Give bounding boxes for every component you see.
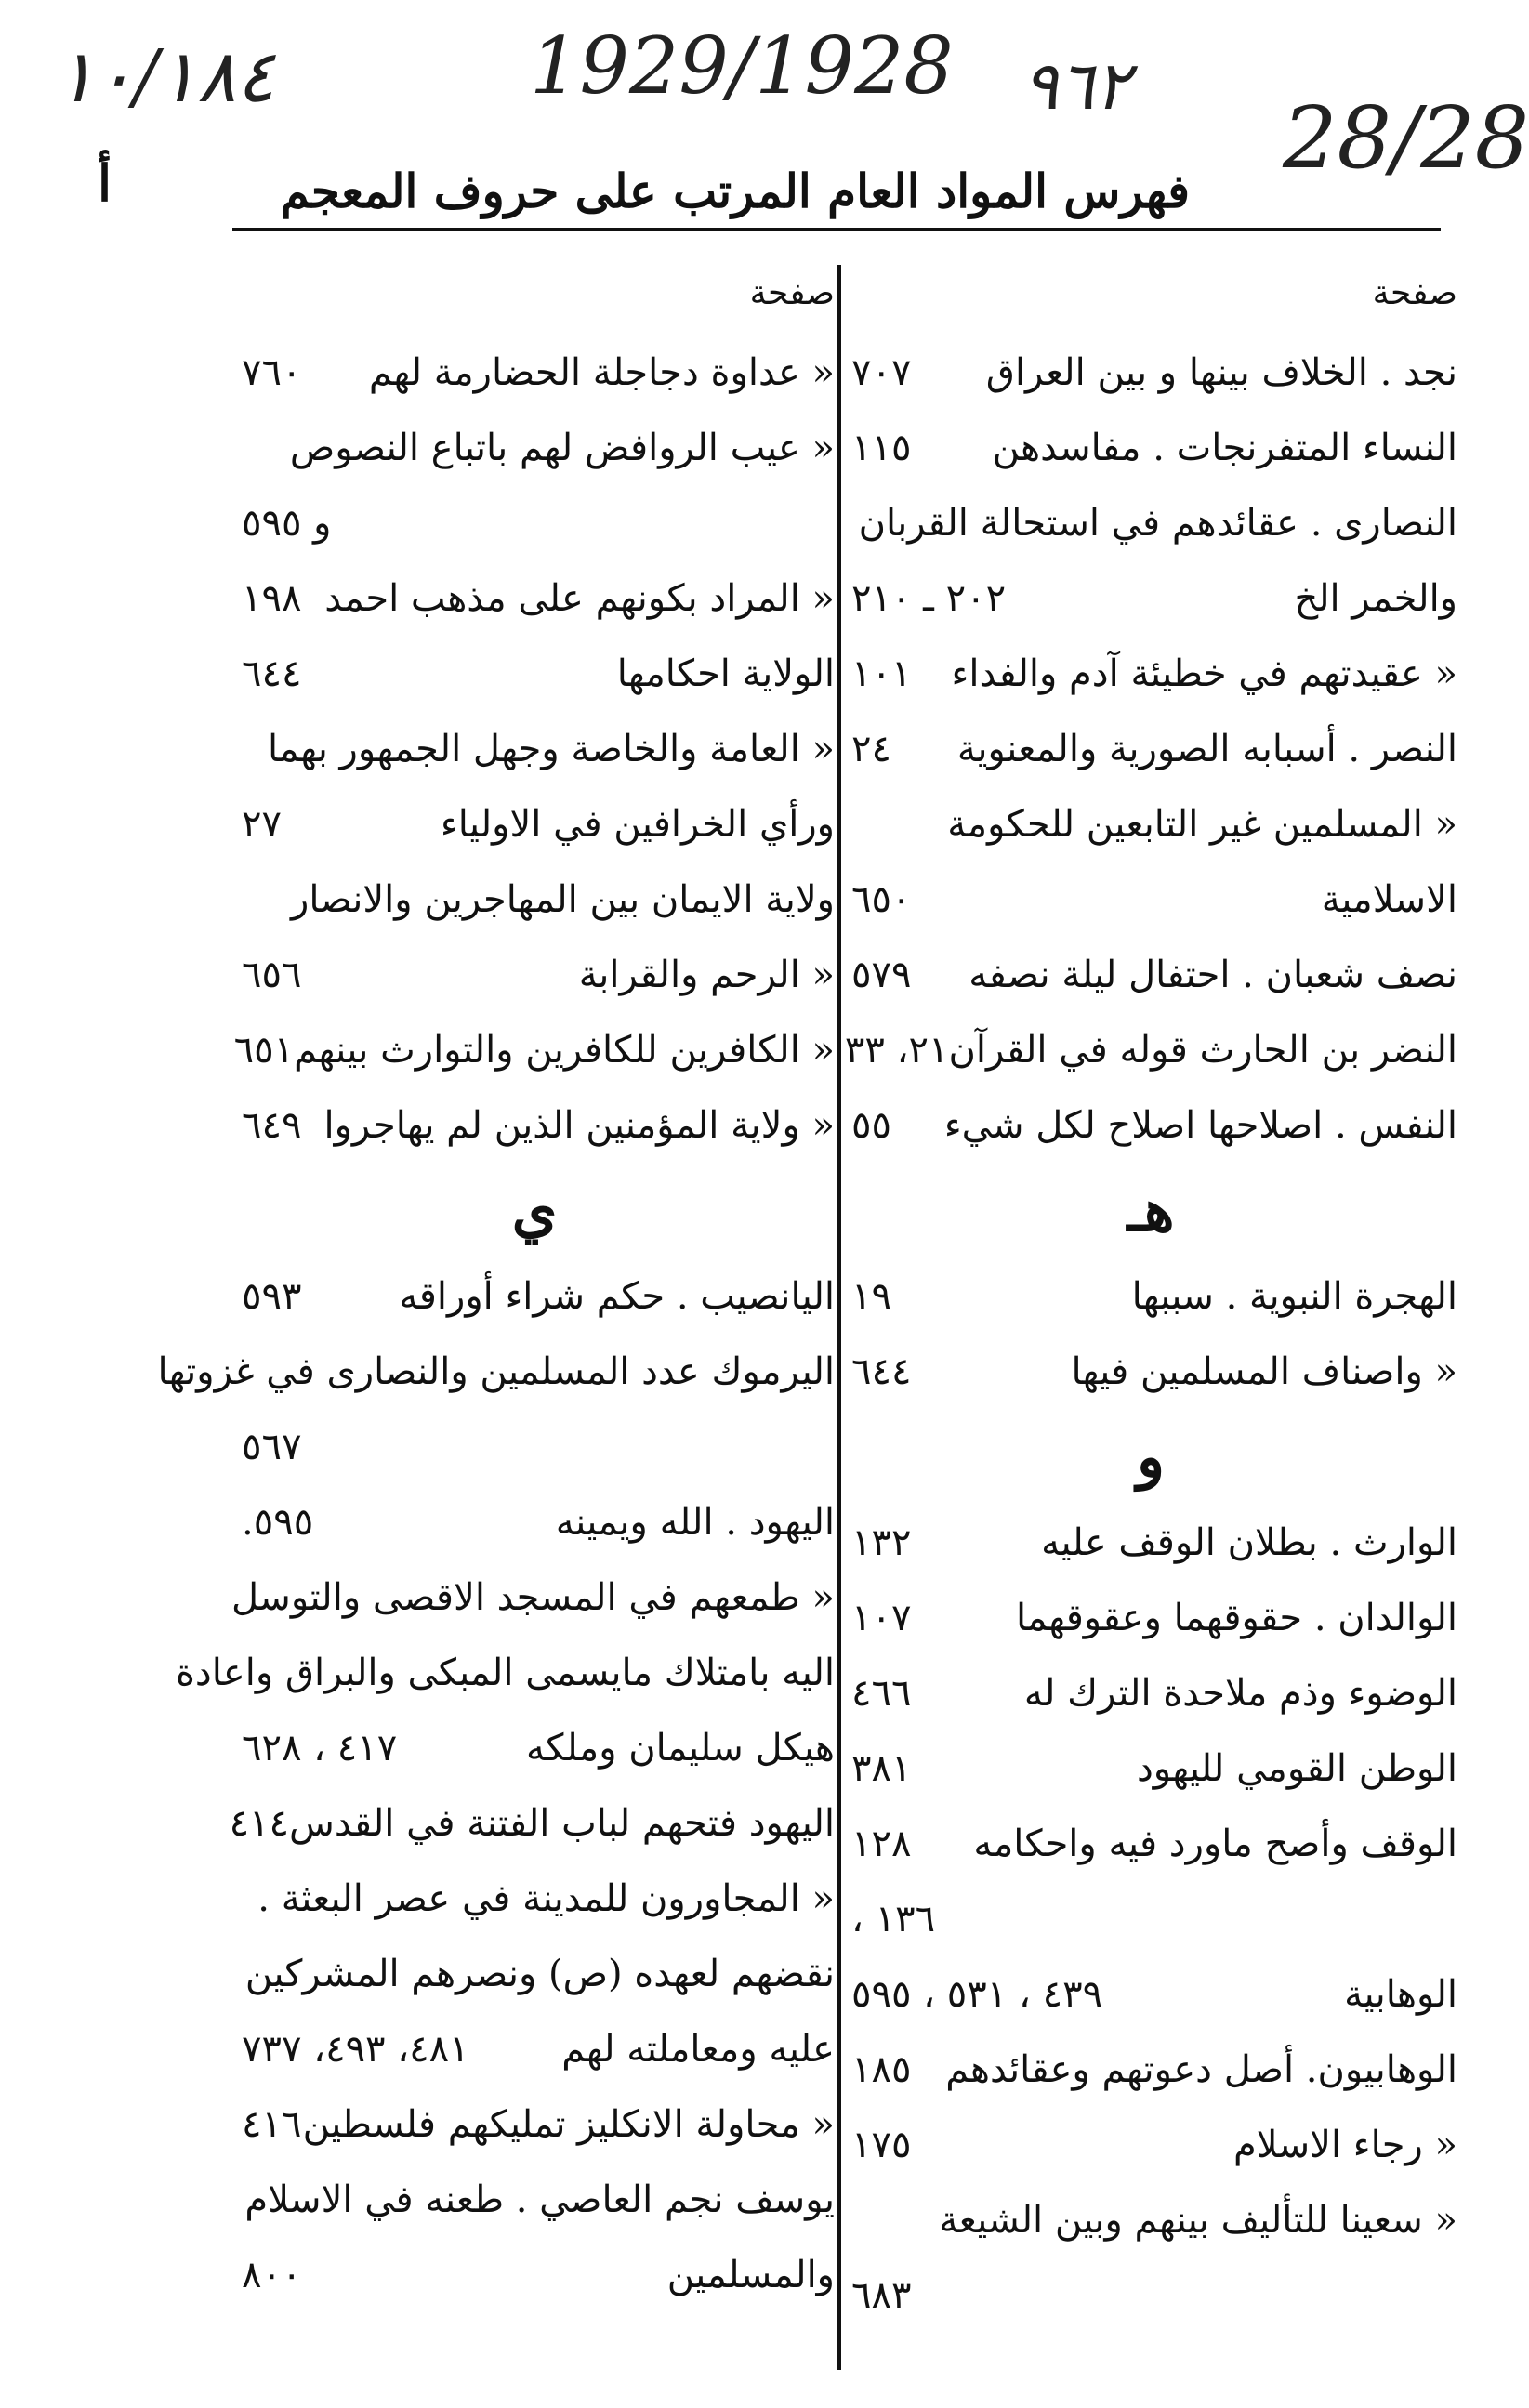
index-entry — [234, 711, 835, 786]
section-letter: هـ — [1127, 1177, 1175, 1244]
index-entry — [234, 937, 835, 1012]
entry-page: ٤٨١، ٤٩٣، ٧٣٧ — [242, 2027, 469, 2071]
entry-page: ٢١، ٣٣ — [844, 1028, 949, 1072]
entry-text: اليهود فتحهم لباب الفتنة في القدس — [289, 1801, 835, 1845]
index-entry — [844, 1087, 1457, 1163]
entry-page: ٨٠٠ — [242, 2253, 302, 2296]
index-entry — [234, 2162, 835, 2237]
handwritten-page-number: 28/28 — [1283, 88, 1529, 188]
entry-page: ٥٩٥. — [242, 1500, 314, 1544]
entry-text: « طمعهم في المسجد الاقصى والتوسل — [231, 1575, 835, 1619]
index-list — [844, 335, 1457, 2333]
section-letter: و — [1137, 1423, 1165, 1491]
header-letter: أ — [98, 153, 112, 213]
index-entry — [844, 1655, 1457, 1730]
header-divider — [232, 228, 1441, 231]
index-entry — [844, 485, 1457, 560]
entry-text: « الكافرين للكافرين والتوارث بينهم — [294, 1028, 835, 1072]
entry-text: والمسلمين — [666, 2253, 835, 2296]
index-entry — [234, 1861, 835, 1936]
entry-text: عليه ومعاملته لهم — [561, 2027, 835, 2071]
entry-text: « واصناف المسلمين فيها — [1071, 1349, 1457, 1393]
index-entry — [844, 1012, 1457, 1087]
entry-text: اليرموك عدد المسلمين والنصارى في غزوتها — [157, 1349, 835, 1393]
column-heading: صفحة — [749, 273, 835, 312]
index-column-left — [157, 251, 835, 2312]
index-entry — [229, 1785, 835, 1861]
index-entry — [844, 786, 1457, 862]
entry-page: ٤١٦ — [242, 2102, 302, 2146]
index-entry — [844, 2107, 1457, 2182]
entry-text: الوارث . بطلان الوقف عليه — [1041, 1520, 1457, 1564]
index-entry — [234, 1409, 835, 1484]
entry-page: ٤١٧ ، ٦٢٨ — [242, 1726, 398, 1770]
index-entry — [234, 485, 835, 560]
entry-page: ٦٥٦ — [242, 953, 302, 996]
index-entry — [844, 1730, 1457, 1806]
entry-text: الوطن القومي لليهود — [1136, 1746, 1457, 1790]
index-entry — [234, 2237, 835, 2312]
entry-page: ١٧٥ — [851, 2123, 912, 2166]
entry-text: النصر . أسبابه الصورية والمعنوية — [956, 727, 1457, 770]
entry-page: ٢٠٢ ـ ٢١٠ — [851, 576, 1007, 620]
entry-page: ٦٤٤ — [242, 651, 302, 695]
entry-page: ٧٦٠ — [242, 350, 302, 394]
index-entry — [844, 1806, 1457, 1881]
entry-page: ٤١٤ — [229, 1801, 290, 1845]
entry-text: « عقيدتهم في خطيئة آدم والفداء — [951, 651, 1457, 695]
page-title: فهرس المواد العام المرتب على حروف المعجم — [280, 163, 1190, 218]
entry-text: النفس . اصلاحها اصلاح لكل شيء — [943, 1103, 1457, 1147]
entry-page: ١٩٨ — [242, 576, 302, 620]
entry-page: ٦٨٣ — [851, 2273, 912, 2317]
section-letter: ي — [511, 1177, 558, 1244]
entry-page: ١٣٦ ، — [851, 1897, 936, 1941]
index-entry — [234, 1484, 835, 1559]
entry-text: « المراد بكونهم على مذهب احمد — [324, 576, 835, 620]
entry-text: الوقف وأصح ماورد فيه واحكامه — [973, 1822, 1457, 1865]
entry-page: ٥٧٩ — [851, 953, 912, 996]
entry-text: الهجرة النبوية . سببها — [1131, 1274, 1457, 1318]
index-entry — [844, 1580, 1457, 1655]
entry-text: النساء المتفرنجات . مفاسدهن — [992, 426, 1457, 469]
entry-page: ٥٥ — [851, 1103, 891, 1147]
index-entry — [234, 1936, 835, 2011]
entry-page: ٥٩٣ — [242, 1274, 302, 1318]
index-entry — [234, 2086, 835, 2162]
index-entry — [844, 937, 1457, 1012]
index-list — [157, 335, 835, 2312]
index-entry — [234, 1012, 835, 1087]
index-entry — [844, 862, 1457, 937]
entry-text: اليه بامتلاك مايسمى المبكى والبراق واعادة — [175, 1651, 835, 1694]
handwritten-note-middle: ٩٦٢ — [1022, 46, 1131, 125]
entry-page: ٢٧ — [242, 802, 282, 846]
entry-page: ٤٦٦ — [851, 1671, 912, 1715]
entry-text: الاسلامية — [1321, 877, 1457, 921]
index-entry — [844, 410, 1457, 485]
entry-text: ورأي الخرافين في الاولياء — [440, 802, 835, 846]
entry-page: ١٠١ — [851, 651, 912, 695]
index-entry — [844, 335, 1457, 410]
entry-text: الوهابية — [1344, 1972, 1457, 2016]
entry-text: يوسف نجم العاصي . طعنه في الاسلام — [244, 2178, 835, 2221]
index-entry — [234, 1087, 835, 1163]
entry-page: ١٩ — [851, 1274, 891, 1318]
index-entry — [844, 1334, 1457, 1409]
index-entry — [844, 2257, 1457, 2333]
entry-page: ٢٤ — [851, 727, 891, 770]
index-column-right — [844, 251, 1457, 2333]
index-entry — [157, 1334, 835, 1409]
entry-text: اليهود . الله ويمينه — [555, 1500, 835, 1544]
entry-text: نقضهم لعهده (ص) ونصرهم المشركين — [244, 1952, 835, 1995]
index-entry — [231, 1559, 835, 1635]
index-entry — [234, 410, 835, 485]
column-divider — [837, 265, 841, 2370]
entry-page: ٦٥١ — [233, 1028, 295, 1072]
index-entry — [175, 1635, 835, 1710]
index-entry — [844, 1956, 1457, 2032]
index-entry — [844, 560, 1457, 636]
entry-page: ١١٥ — [851, 426, 912, 469]
index-entry — [234, 636, 835, 711]
index-entry — [234, 1710, 835, 1785]
index-entry — [844, 636, 1457, 711]
entry-text: النضر بن الحارث قوله في القرآن — [948, 1028, 1457, 1072]
entry-page: ٧٠٧ — [851, 350, 912, 394]
entry-text: الولاية احكامها — [616, 651, 835, 695]
entry-text: « العامة والخاصة وجهل الجمهور بهما — [267, 727, 835, 770]
index-entry — [844, 1881, 1457, 1956]
entry-text: « محاولة الانكليز تمليكهم فلسطين — [302, 2102, 835, 2146]
handwritten-note-left: ١٠/١٨٤ — [56, 35, 275, 119]
entry-text: الوهابيون. أصل دعوتهم وعقائدهم — [945, 2047, 1457, 2091]
entry-page: ٦٤٩ — [242, 1103, 302, 1147]
index-entry — [234, 1258, 835, 1334]
entry-text: والخمر الخ — [1294, 576, 1457, 620]
column-heading: صفحة — [1372, 273, 1457, 312]
entry-text: « الرحم والقرابة — [578, 953, 835, 996]
entry-text: نصف شعبان . احتفال ليلة نصفه — [969, 953, 1457, 996]
index-entry — [844, 1258, 1457, 1334]
entry-text: « سعينا للتأليف بينهم وبين الشيعة — [939, 2198, 1457, 2242]
entry-text: « المسلمين غير التابعين للحكومة — [947, 802, 1457, 846]
entry-text: هيكل سليمان وملكه — [525, 1726, 835, 1770]
index-entry — [844, 711, 1457, 786]
index-entry — [234, 560, 835, 636]
entry-page: ١٣٢ — [851, 1520, 912, 1564]
entry-text: « عداوة دجاجلة الحضارمة لهم — [368, 350, 835, 394]
entry-text: اليانصيب . حكم شراء أوراقه — [399, 1274, 835, 1318]
index-entry — [844, 2032, 1457, 2107]
entry-text: « المجاورون للمدينة في عصر البعثة . — [257, 1876, 835, 1920]
index-entry — [234, 335, 835, 410]
entry-text: الوضوء وذم ملاحدة الترك له — [1023, 1671, 1457, 1715]
entry-page: ٦٥٠ — [851, 877, 912, 921]
handwritten-years: 1929/1928 — [530, 20, 954, 112]
entry-page: ٦٤٤ — [851, 1349, 912, 1393]
index-entry — [234, 2011, 835, 2086]
index-entry — [234, 862, 835, 937]
entry-text: نجد . الخلاف بينها و بين العراق — [985, 350, 1457, 394]
entry-page: ٣٨١ — [851, 1746, 912, 1790]
entry-page: ٥٦٧ — [242, 1425, 302, 1468]
index-entry — [844, 2182, 1457, 2257]
entry-text: ولاية الايمان بين المهاجرين والانصار — [291, 877, 835, 921]
page-header — [232, 149, 1190, 232]
entry-text: النصارى . عقائدهم في استحالة القربان — [858, 501, 1457, 545]
entry-page: ٤٣٩ ، ٥٣١ ، ٥٩٥ — [851, 1972, 1103, 2016]
entry-text: « عيب الروافض لهم باتباع النصوص — [289, 426, 835, 469]
entry-page: ١٢٨ — [851, 1822, 912, 1865]
entry-text: « ولاية المؤمنين الذين لم يهاجروا — [323, 1103, 835, 1147]
entry-text: « رجاء الاسلام — [1232, 2123, 1457, 2166]
entry-page: ١٨٥ — [851, 2047, 912, 2091]
entry-page: ١٠٧ — [851, 1596, 912, 1639]
index-entry — [844, 1505, 1457, 1580]
index-entry — [234, 786, 835, 862]
entry-page: و ٥٩٥ — [242, 501, 332, 545]
entry-text: الوالدان . حقوقهما وعقوقهما — [1015, 1596, 1457, 1639]
